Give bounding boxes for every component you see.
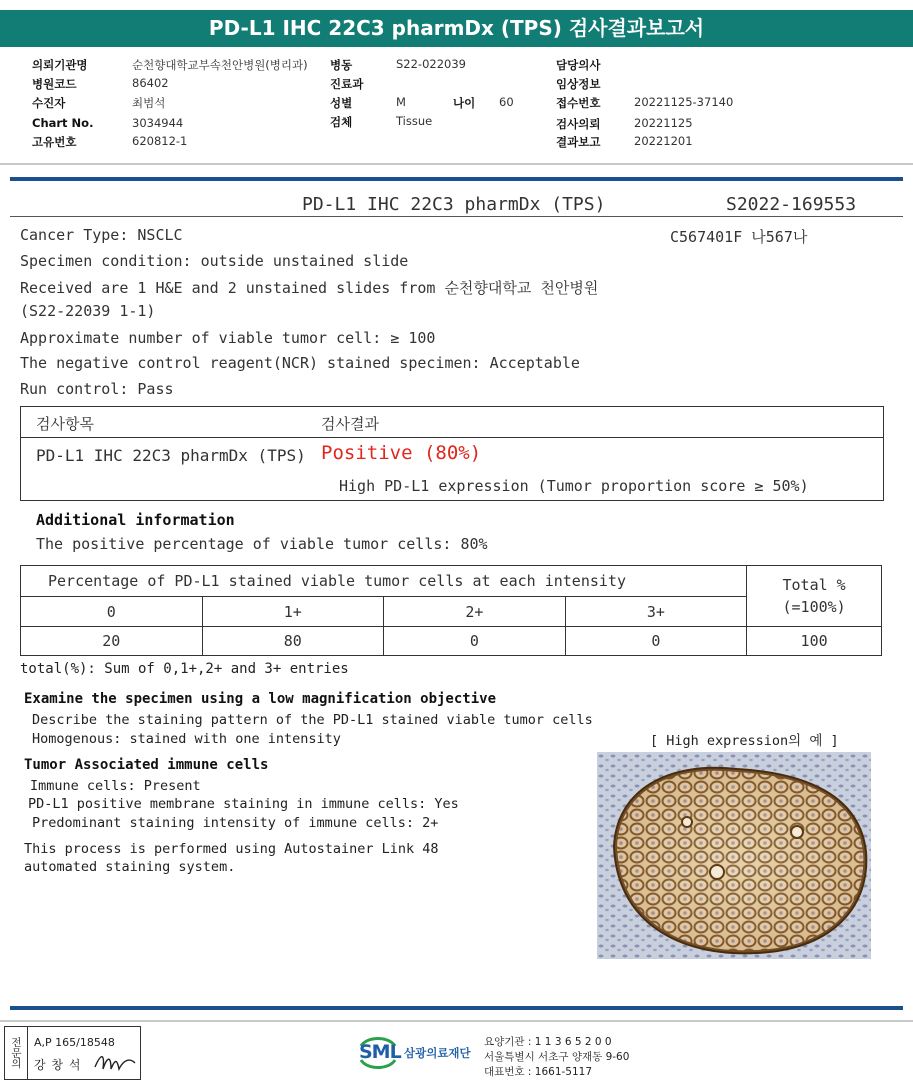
signature-box (4, 1026, 141, 1080)
process-line2: automated staining system. (24, 859, 236, 875)
value-total: 100 (747, 627, 882, 656)
signature-icon (93, 1049, 137, 1075)
result-value: Positive (80%) (321, 442, 482, 464)
result-item: PD-L1 IHC 22C3 pharmDx (TPS) (36, 446, 306, 465)
specimen-condition: Specimen condition: outside unstained slide (20, 252, 409, 270)
received-line1: Received are 1 H&E and 2 unstained slides from 순천향대학교 천안병원 (20, 279, 599, 297)
org-phone: 대표번호 : 1661-5117 (484, 1066, 593, 1078)
received-line2: (S22-22039 1-1) (20, 302, 156, 320)
result-box-divider (21, 437, 883, 438)
value-0: 20 (21, 627, 203, 656)
pathologist-name: 강 창 석 (34, 1058, 82, 1072)
value-1plus: 80 (202, 627, 384, 656)
total-header-line1: Total % (782, 576, 846, 594)
footer-divider (0, 1020, 913, 1022)
immune-line1: Immune cells: Present (30, 778, 201, 794)
sex-value: M (396, 95, 406, 109)
unique-no-value: 620812-1 (132, 134, 188, 148)
specimen-value: Tissue (396, 114, 433, 128)
clinical-label: 임상정보 (556, 77, 601, 91)
image-caption: [ High expression의 예 ] (650, 733, 839, 749)
header-divider (0, 163, 913, 165)
additional-text: The positive percentage of viable tumor cells: 80% (36, 535, 488, 553)
patient-value: 최범석 (132, 96, 166, 110)
total-header (747, 566, 882, 627)
immune-heading: Tumor Associated immune cells (24, 757, 269, 773)
examine-line2: Homogenous: stained with one intensity (32, 731, 341, 747)
level-3plus: 3+ (565, 597, 747, 627)
process-line1: This process is performed using Autostainer Link 48 (24, 841, 439, 857)
intensity-table-header: Percentage of PD-L1 stained viable tumor cells at each intensity (21, 566, 747, 597)
org-address: 서울특별시 서초구 양재동 9-60 (484, 1051, 630, 1063)
title-underline (10, 216, 903, 217)
run-control: Run control: Pass (20, 380, 174, 398)
result-col-item: 검사항목 (36, 415, 94, 433)
level-2plus: 2+ (384, 597, 566, 627)
specimen-label: 검체 (330, 115, 353, 129)
viable-cells: Approximate number of viable tumor cell: ≥ 100 (20, 329, 436, 347)
approval-label: 전문의 (5, 1027, 28, 1079)
institution-code: 요양기관 : 1 1 3 6 5 2 0 0 (484, 1036, 612, 1048)
sex-label: 성별 (330, 96, 353, 110)
level-1plus: 1+ (202, 597, 384, 627)
additional-heading: Additional information (36, 511, 235, 529)
level-0: 0 (21, 597, 203, 627)
receipt-value: 20221125-37140 (634, 95, 734, 109)
receipt-label: 접수번호 (556, 96, 601, 110)
institution-label: 의뢰기관명 (32, 58, 88, 72)
total-header-line2: (=100%) (782, 598, 846, 616)
org-logo (357, 1032, 399, 1076)
ward-value: S22-022039 (396, 57, 466, 71)
result-col-result: 검사결과 (321, 415, 379, 433)
patient-label: 수진자 (32, 96, 66, 110)
institution-value: 순천향대학교부속천안병원(병리과) (132, 58, 308, 72)
test-title: PD-L1 IHC 22C3 pharmDx (TPS) (302, 194, 606, 215)
chart-no-label: Chart No. (32, 116, 94, 130)
org-logo-text: SML (359, 1041, 401, 1063)
request-label: 검사의뢰 (556, 117, 601, 131)
dept-label: 진료과 (330, 77, 364, 91)
total-note: total(%): Sum of 0,1+,2+ and 3+ entries (20, 661, 349, 677)
hospital-code-value: 86402 (132, 76, 169, 90)
request-value: 20221125 (634, 116, 693, 130)
report-id: S2022-169553 (726, 194, 857, 215)
examine-heading: Examine the specimen using a low magnification objective (24, 691, 497, 707)
age-label: 나이 (453, 96, 476, 110)
report-title: PD-L1 IHC 22C3 pharmDx (TPS) 검사결과보고서 (0, 10, 913, 47)
doctor-label: 담당의사 (556, 58, 601, 72)
unique-no-label: 고유번호 (32, 135, 77, 149)
result-interpretation: High PD-L1 expression (Tumor proportion score ≥ 50%) (339, 477, 809, 495)
cancer-type: Cancer Type: NSCLC (20, 226, 183, 244)
immune-line3: Predominant staining intensity of immune cells: 2+ (32, 815, 439, 831)
examine-line1: Describe the staining pattern of the PD-L1 stained viable tumor cells (32, 712, 593, 728)
value-3plus: 0 (565, 627, 747, 656)
ap-number: A,P 165/18548 (34, 1036, 115, 1049)
ncr-line: The negative control reagent(NCR) stained specimen: Acceptable (20, 354, 580, 372)
bottom-rule (10, 1006, 903, 1010)
org-name: 삼광의료재단 (404, 1046, 471, 1060)
report-date-label: 결과보고 (556, 135, 601, 149)
ward-label: 병동 (330, 58, 353, 72)
value-2plus: 0 (384, 627, 566, 656)
immune-line2: PD-L1 positive membrane staining in immune cells: Yes (28, 796, 459, 812)
result-box (20, 406, 884, 501)
intensity-table (20, 565, 882, 656)
hospital-code-label: 병원코드 (32, 77, 77, 91)
chart-no-value: 3034944 (132, 116, 184, 130)
age-value: 60 (499, 95, 514, 109)
ihc-stain-graphic (597, 752, 871, 959)
ihc-stain-image (597, 752, 871, 959)
top-rule (10, 177, 903, 181)
code-ref: C567401F 나567나 (670, 228, 808, 246)
report-date-value: 20221201 (634, 134, 693, 148)
